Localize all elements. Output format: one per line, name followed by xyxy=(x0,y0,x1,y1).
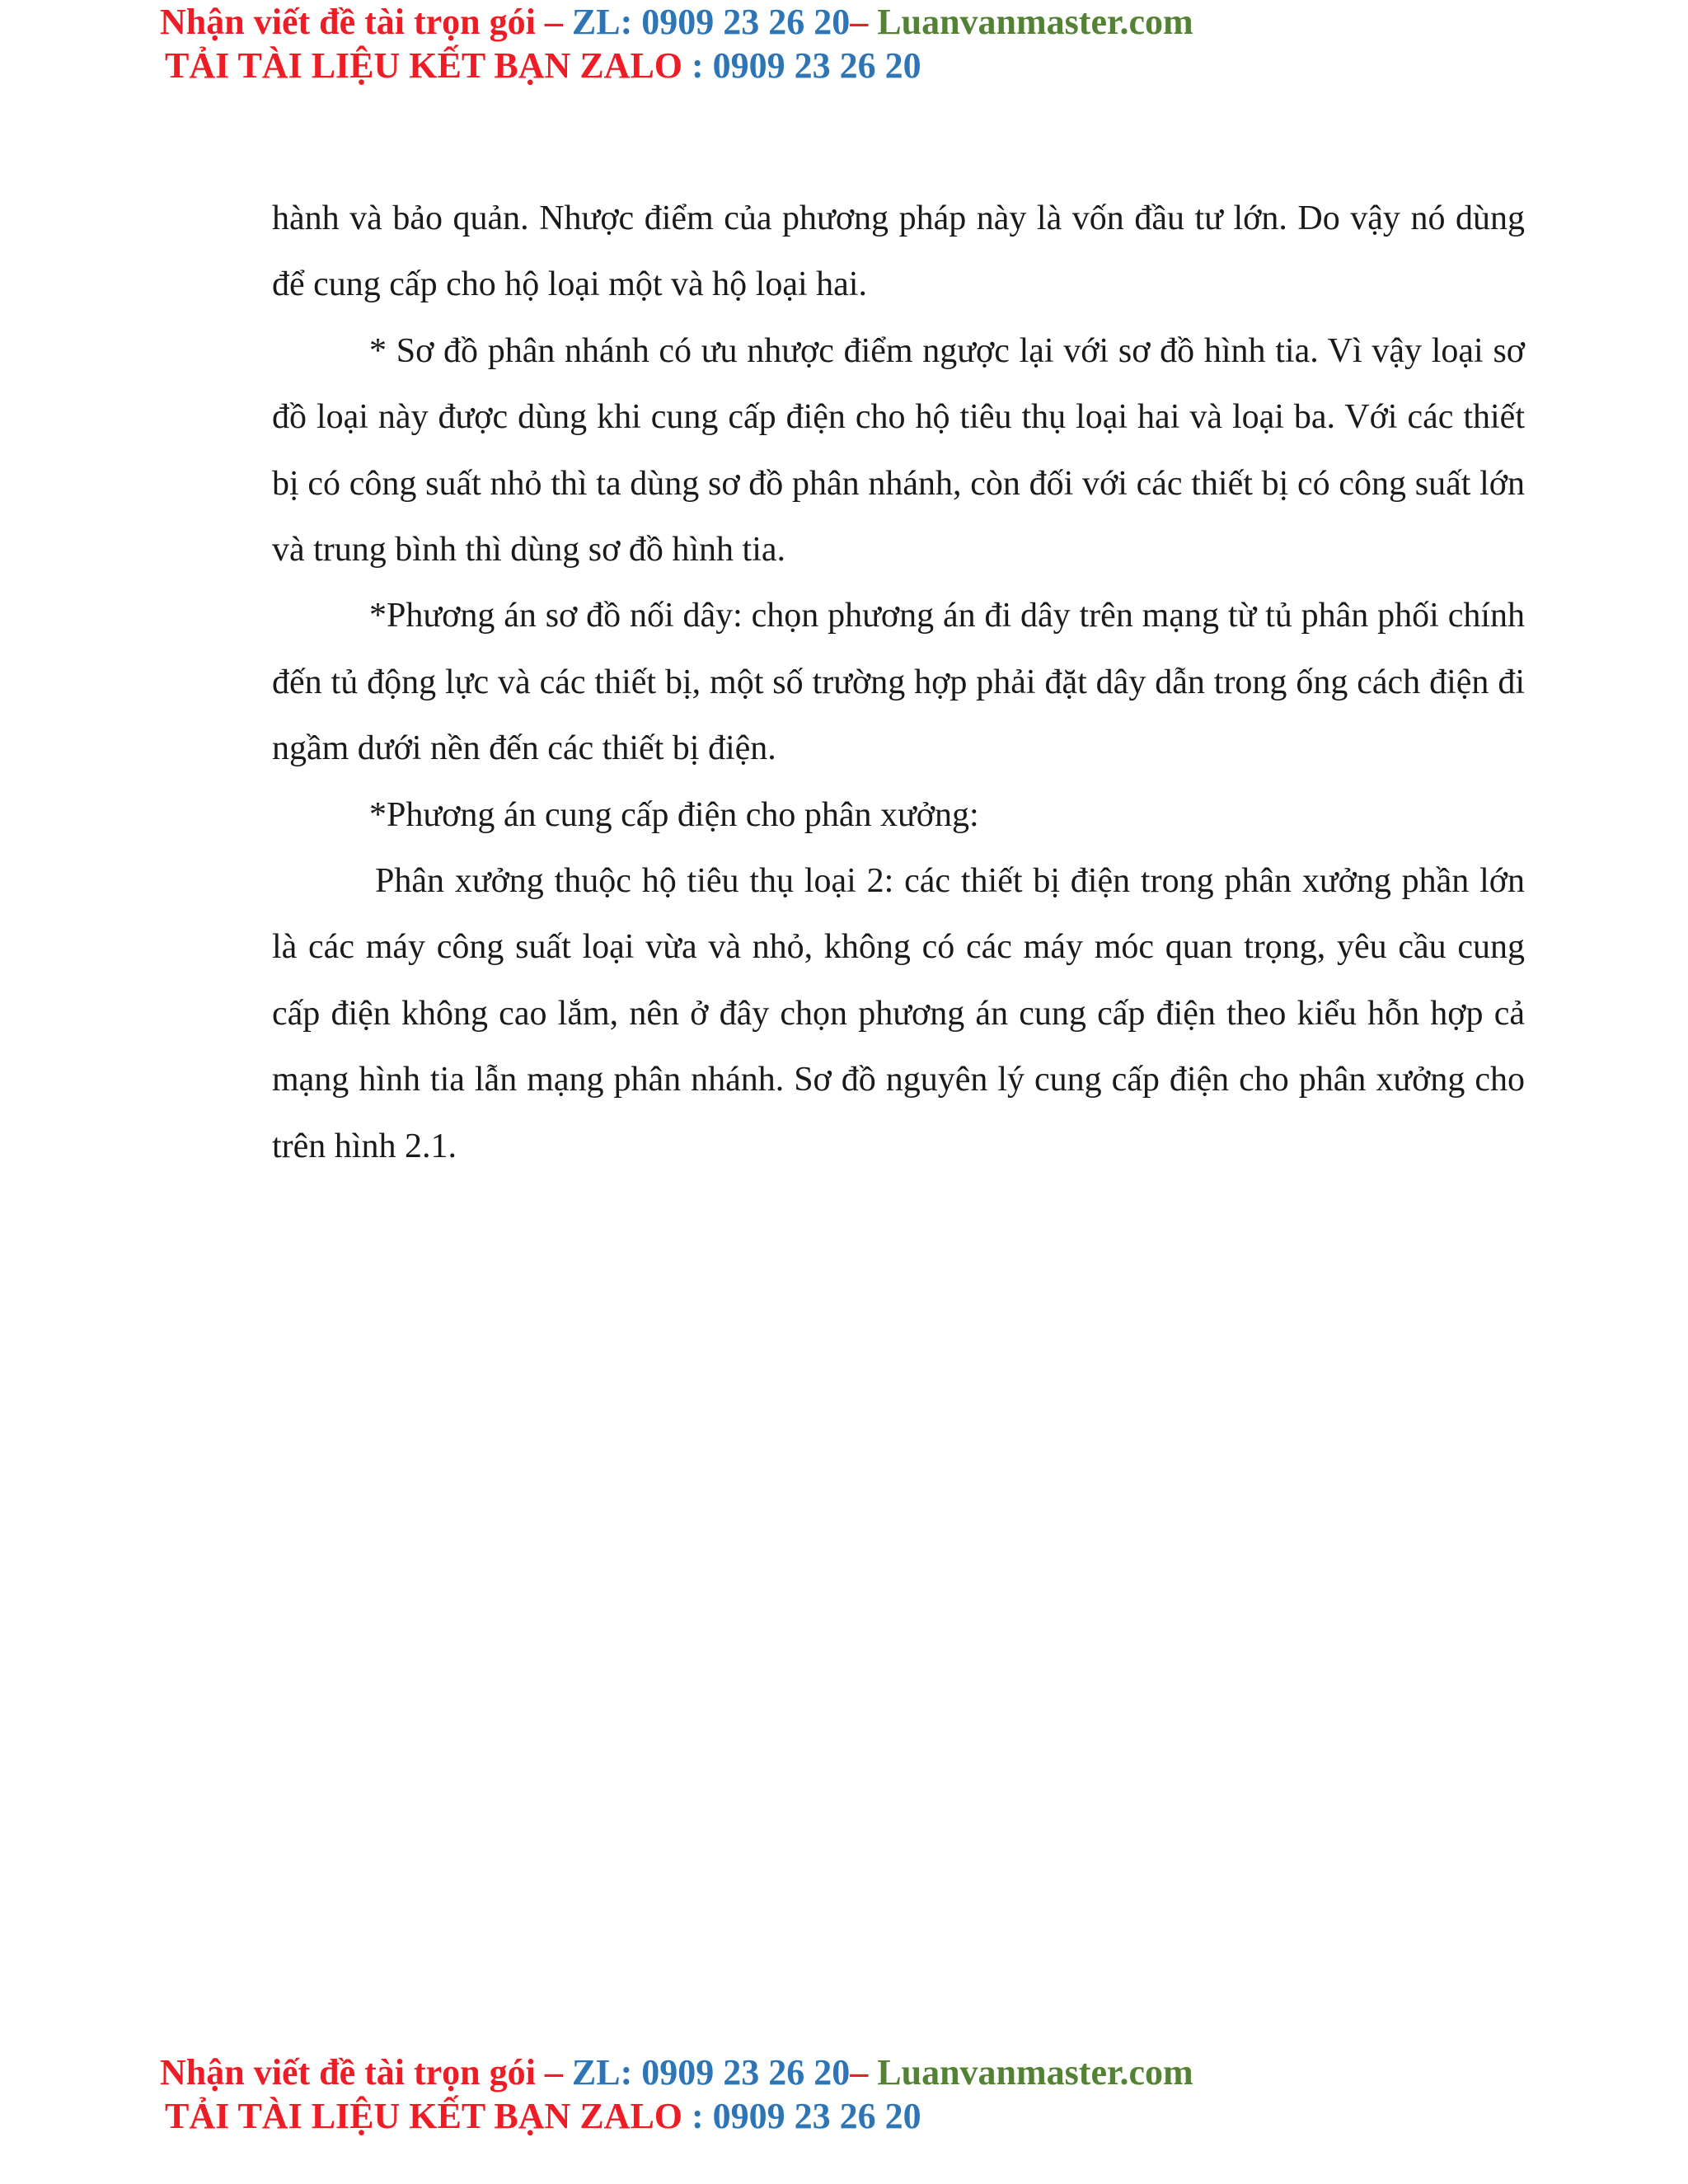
footer-download-text: TẢI TÀI LIỆU KẾT BẠN ZALO xyxy=(165,2096,683,2136)
paragraph: Phân xưởng thuộc hộ tiêu thụ loại 2: các thiết bị điện trong phân xưởng phần lớn là các máy công suất loại vừa và nhỏ, không có các máy móc quan trọng, yêu cầu cung cấp điện không cao lắm, nên ở đây chọn phương án cung cấp điện theo kiểu hỗn hợp cả mạng hình tia lẫn mạng phân nhánh. Sơ đồ nguyên lý cung cấp điện cho phân xưởng cho trên hình 2.1. xyxy=(272,862,1525,1165)
document-body xyxy=(272,185,1525,1179)
paragraph: hành và bảo quản. Nhược điểm của phương pháp này là vốn đầu tư lớn. Do vậy nó dùng để cung cấp cho hộ loại một và hộ loại hai. xyxy=(272,199,1525,304)
footer-line-1 xyxy=(0,2050,1688,2094)
paragraph: *Phương án cung cấp điện cho phân xưởng: xyxy=(369,795,979,834)
header-zalo-phone: ZL: 0909 23 26 20 xyxy=(571,2,851,42)
paragraph: *Phương án sơ đồ nối dây: chọn phương án đi dây trên mạng từ tủ phân phối chính đến tủ động lực và các thiết bị, một số trường hợp phải đặt dây dẫn trong ống cách điện đi ngầm dưới nền đến các thiết bị điện. xyxy=(272,597,1525,768)
header-website: Luanvanmaster.com xyxy=(877,2,1193,42)
footer-download-phone: : 0909 23 26 20 xyxy=(682,2096,921,2136)
header-separator: – xyxy=(535,2,572,42)
header-download-phone: : 0909 23 26 20 xyxy=(682,45,921,86)
footer-zalo-phone: ZL: 0909 23 26 20 xyxy=(571,2052,851,2093)
footer-separator: – xyxy=(850,2052,878,2093)
header-line-1 xyxy=(0,0,1688,44)
header-download-text: TẢI TÀI LIỆU KẾT BẠN ZALO xyxy=(165,45,683,86)
footer-website: Luanvanmaster.com xyxy=(877,2052,1193,2093)
footer-service-text: Nhận viết đề tài trọn gói xyxy=(160,2052,536,2093)
footer-separator: – xyxy=(535,2052,572,2093)
paragraph: * Sơ đồ phân nhánh có ưu nhược điểm ngược lại với sơ đồ hình tia. Vì vậy loại sơ đồ loại này được dùng khi cung cấp điện cho hộ tiêu thụ loại hai và loại ba. Với các thiết bị có công suất nhỏ thì ta dùng sơ đồ phân nhánh, còn đối với các thiết bị có công suất lớn và trung bình thì dùng sơ đồ hình tia. xyxy=(272,331,1525,569)
header-service-text: Nhận viết đề tài trọn gói xyxy=(160,2,536,42)
header-separator: – xyxy=(850,2,878,42)
footer-banner xyxy=(0,2050,1688,2138)
header-banner xyxy=(0,0,1688,87)
footer-line-2 xyxy=(0,2094,1688,2138)
header-line-2 xyxy=(0,44,1688,87)
